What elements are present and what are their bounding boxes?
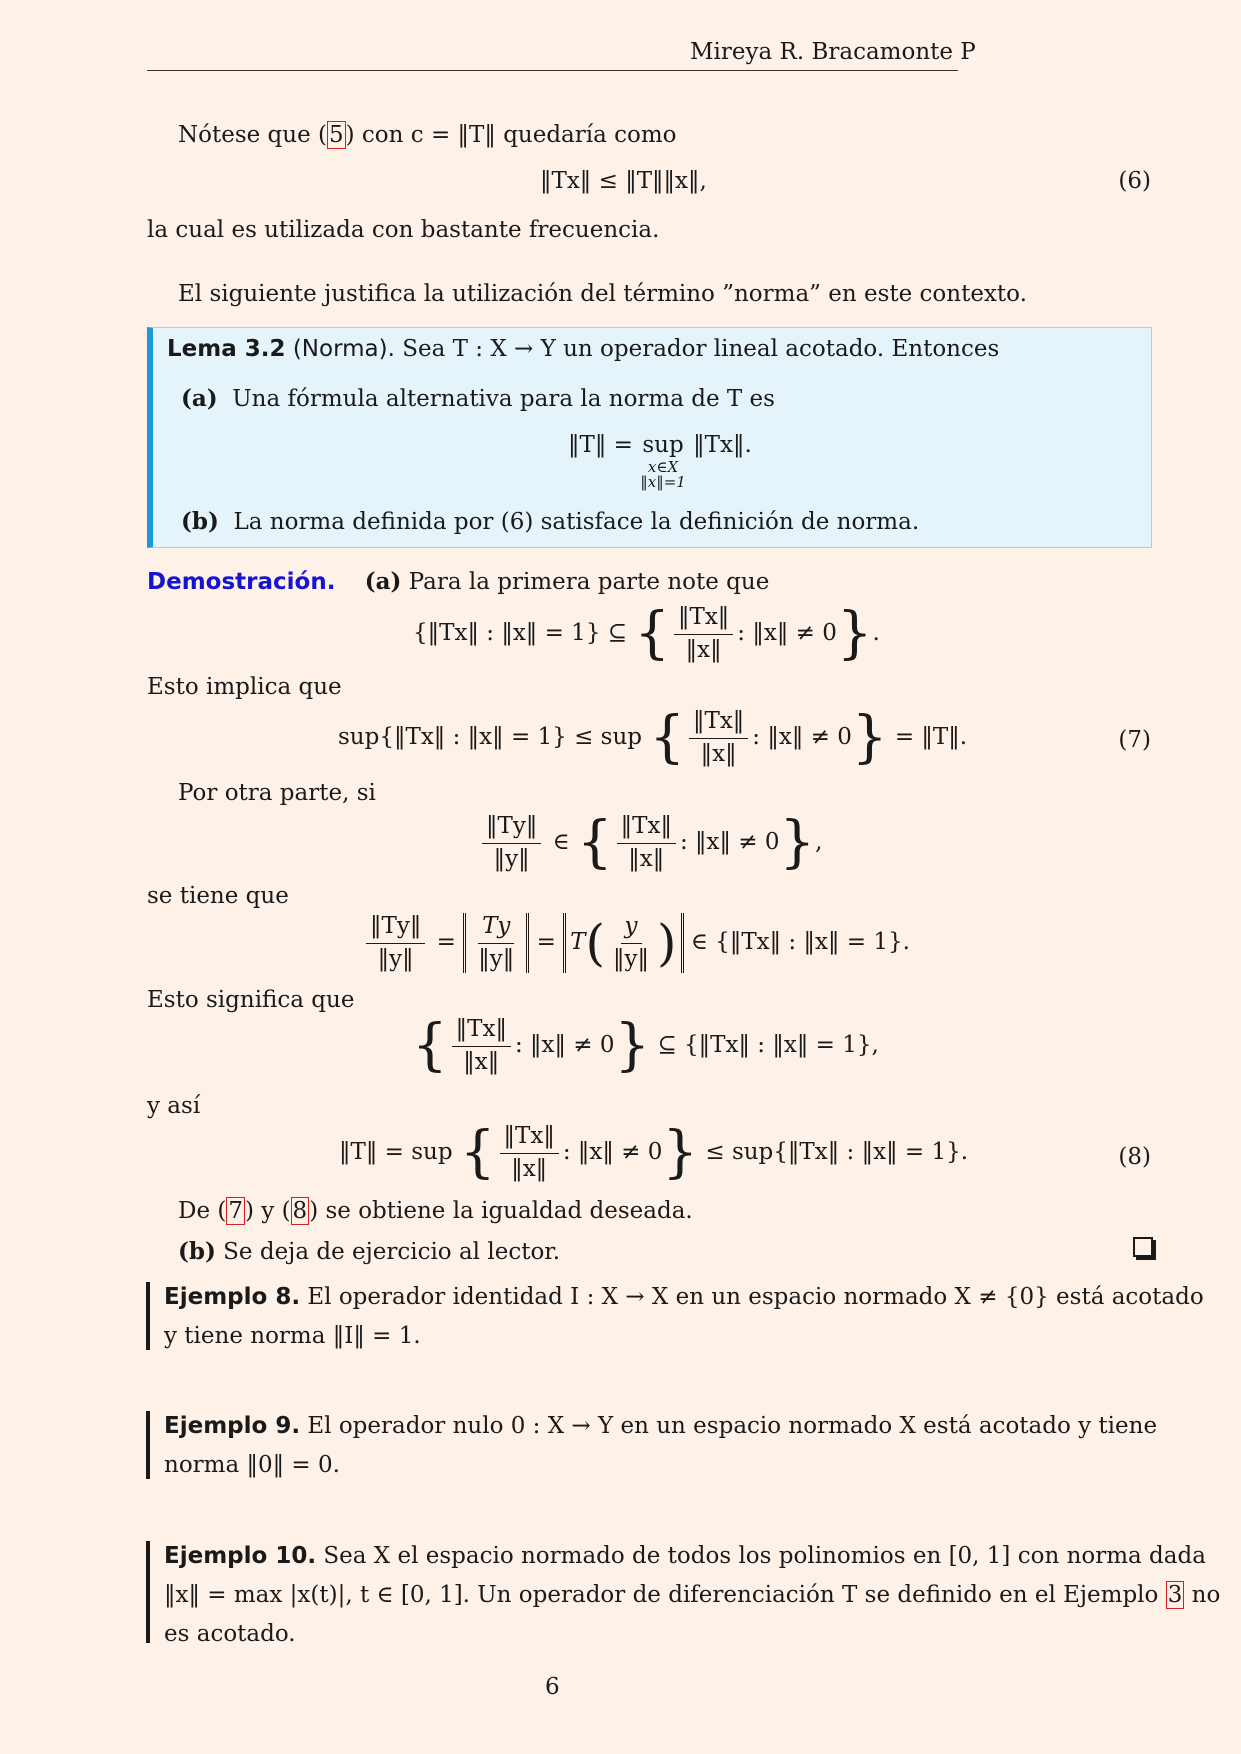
equation-6-number: (6): [1118, 168, 1151, 194]
lemma-name: (Norma).: [292, 336, 395, 362]
running-header-author: Mireya R. Bracamonte P: [690, 39, 976, 65]
equation-8-number: (8): [1118, 1144, 1151, 1170]
equation-7-number: (7): [1118, 727, 1151, 753]
example-10-line-1: Ejemplo 10. Sea X el espacio normado de todos los polinomios en [0, 1] con norma dada: [164, 1543, 1206, 1569]
proof-eq-ty: $\frac{‖Ty‖}{‖y‖}$ ∈ { $\frac{‖Tx‖}{‖x‖}$ : ‖x‖ ≠ 0},: [478, 813, 822, 873]
equation-8: ‖T‖ = sup { $\frac{‖Tx‖}{‖x‖}$ : ‖x‖ ≠ 0} ≤ sup{‖Tx‖ : ‖x‖ = 1}.: [339, 1120, 969, 1186]
equation-6: ‖Tx‖ ≤ ‖T‖‖x‖,: [540, 168, 707, 194]
sup-operator: sup x∈X ‖x‖=1: [640, 432, 686, 492]
intro-line-3: El siguiente justifica la utilización del término ”norma” en este contexto.: [178, 281, 1027, 307]
example-10-bar: [146, 1541, 150, 1643]
example-ref-3[interactable]: 3: [1167, 1582, 1183, 1608]
example-8-line-2: y tiene norma ‖I‖ = 1.: [164, 1323, 421, 1349]
example-8-label: Ejemplo 8.: [164, 1284, 301, 1310]
example-10-label: Ejemplo 10.: [164, 1543, 317, 1569]
example-10-line-2: ‖x‖ = max |x(t)|, t ∈ [0, 1]. Un operador de diferenciación T se definido en el Ejemplo 3 no: [164, 1582, 1221, 1608]
page-number: 6: [545, 1674, 560, 1700]
equation-7: sup{‖Tx‖ : ‖x‖ = 1} ≤ sup { $\frac{‖Tx‖}{‖x‖}$ : ‖x‖ ≠ 0} = ‖T‖.: [338, 705, 968, 771]
proof-eq-s: { $\frac{‖Tx‖}{‖x‖}$ : ‖x‖ ≠ 0} ⊆ {‖Tx‖ : ‖x‖ = 1},: [412, 1013, 879, 1079]
lemma-label: Lema 3.2: [167, 336, 286, 362]
proof-part-b: (b) Se deja de ejercicio al lector.: [178, 1238, 561, 1265]
equation-ref-7[interactable]: 7: [228, 1198, 243, 1224]
example-10-line-3: es acotado.: [164, 1621, 296, 1647]
proof-conclusion: De (7) y (8) se obtiene la igualdad deseada.: [178, 1198, 693, 1224]
header-rule: [147, 70, 958, 71]
example-8-line-1: Ejemplo 8. El operador identidad I : X → X en un espacio normado X ≠ {0} está acotado: [164, 1284, 1204, 1310]
lemma-text: Sea T : X → Y un operador lineal acotado. Entonces: [402, 336, 1000, 362]
proof-asi: y así: [147, 1093, 201, 1119]
lemma-item-b: (b) La norma definida por (6) satisface la definición de norma.: [181, 508, 920, 535]
proof-eq-a: {‖Tx‖ : ‖x‖ = 1} ⊆ { $\frac{‖Tx‖}{‖x‖}$ : ‖x‖ ≠ 0}.: [413, 601, 880, 667]
proof-tiene: se tiene que: [147, 883, 289, 909]
example-9-line-1: Ejemplo 9. El operador nulo 0 : X → Y en un espacio normado X está acotado y tiene: [164, 1413, 1158, 1439]
equation-ref-8[interactable]: 8: [292, 1198, 308, 1224]
proof-otra: Por otra parte, si: [178, 780, 376, 806]
qed-square-icon: [1133, 1237, 1153, 1257]
proof-implies: Esto implica que: [147, 674, 342, 700]
lemma-formula: ‖T‖ = sup x∈X ‖x‖=1 ‖Tx‖.: [568, 432, 752, 492]
fraction-tx-x: $\frac{‖Tx‖}{‖x‖}$: [674, 604, 733, 664]
intro-line-2: la cual es utilizada con bastante frecuencia.: [147, 217, 660, 243]
lemma-item-a: (a) Una fórmula alternativa para la norma de T es: [181, 385, 775, 412]
example-9-line-2: norma ‖0‖ = 0.: [164, 1452, 340, 1478]
proof-heading: Demostración.: [147, 569, 336, 595]
lemma-heading: [167, 336, 999, 364]
example-8-bar: [146, 1282, 150, 1350]
example-9-label: Ejemplo 9.: [164, 1413, 301, 1439]
example-9-bar: [146, 1411, 150, 1479]
proof-significa: Esto significa que: [147, 987, 355, 1013]
proof-start: Demostración. (a) Para la primera parte note que: [147, 568, 770, 595]
proof-eq-t: $\frac{‖Ty‖}{‖y‖}$ = $\frac{Ty}{‖y‖}$ = T( $\frac{y}{‖y‖}$ ) ∈ {‖Tx‖ : ‖x‖ = 1}.: [362, 913, 910, 973]
equation-ref-5[interactable]: 5: [328, 122, 344, 148]
intro-line: Nótese que (5) con c = ‖T‖ quedaría como: [178, 122, 677, 148]
lemma-box: [147, 327, 1152, 548]
